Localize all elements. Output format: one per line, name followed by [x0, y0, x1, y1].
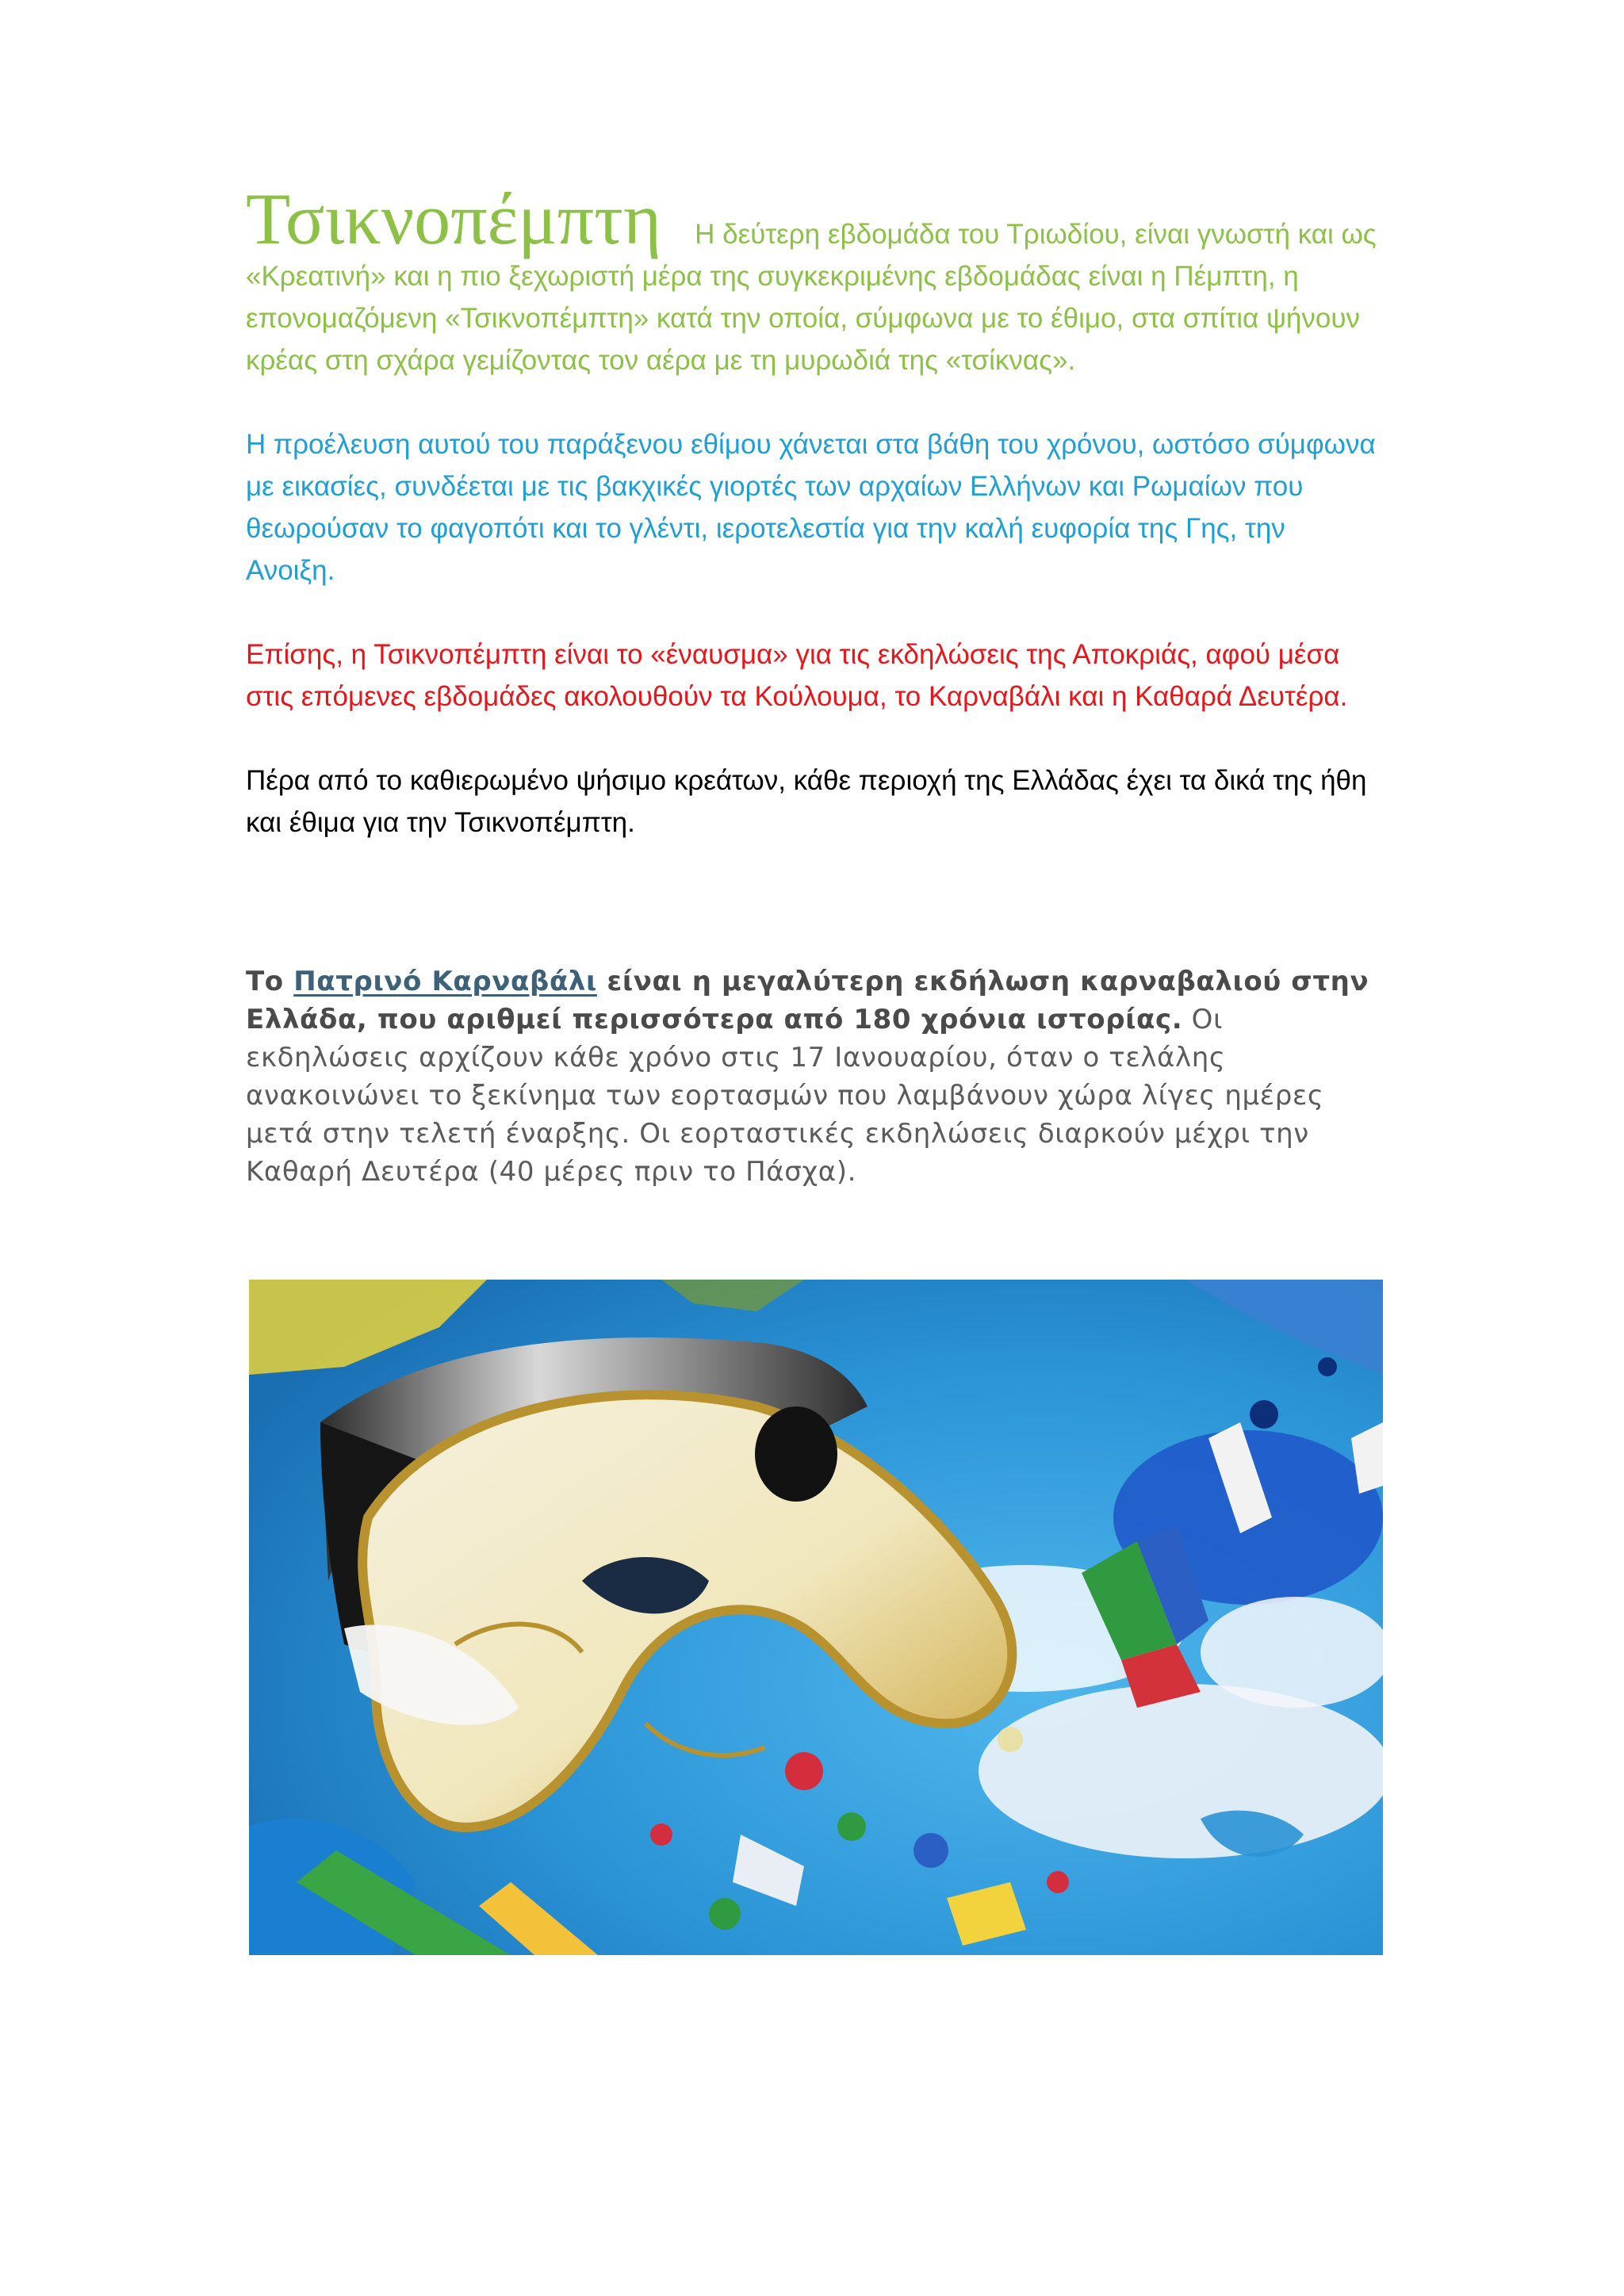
lead-text: Το	[246, 966, 294, 997]
origin-paragraph: Η προέλευση αυτού του παράξενου εθίμου χάνεται στα βάθη του χρόνου, ωστόσο σύμφωνα με εικασίες, συνδέεται με τις βακχικές γιορτές των αρχαίων Ελλήνων και Ρωμαίων που θεωρούσαν το φαγοπότι και το γλέντι, ιεροτελεστία για την καλή ευφορία της Γης, την Ανοιξη.	[246, 429, 1376, 586]
patras-carnival-paragraph	[246, 962, 1380, 1191]
document-title: Τσικνοπέμπτη	[246, 178, 662, 259]
body-text: Οι εκδηλώσεις αρχίζουν κάθε χρόνο στις 17 Ιανουαρίου, όταν ο τελάλης ανακοινώνει το ξεκίνημα των εορτασμών που λαμβάνουν χώρα λίγες ημέρες μετά στην τελετή έναρξης. Οι εορταστικές εκδηλώσεις διαρκούν μέχρι την Καθαρή Δευτέρα (40 μέρες πριν το Πάσχα).	[246, 1004, 1324, 1188]
intro-paragraph	[246, 178, 1380, 381]
carnival-mask-photo	[249, 1280, 1383, 1955]
customs-paragraph: Πέρα από το καθιερωμένο ψήσιμο κρεάτων, κάθε περιοχή της Ελλάδας έχει τα δικά της ήθη και έθιμα για την Τσικνοπέμπτη.	[246, 765, 1367, 838]
document-body	[246, 178, 1380, 1191]
carnival-start-paragraph: Επίσης, η Τσικνοπέμπτη είναι το «έναυσμα» για τις εκδηλώσεις της Αποκριάς, αφού μέσα στις επόμενες εβδομάδες ακολουθούν τα Κούλουμα, το Καρναβάλι και η Καθαρά Δευτέρα.	[246, 639, 1348, 712]
patras-carnival-link[interactable]: Πατρινό Καρναβάλι	[293, 966, 597, 997]
intro-text: Η δεύτερη εβδομάδα του Τριωδίου, είναι γνωστή και ως «Κρεατινή» και η πιο ξεχωριστή μέρα της συγκεκριμένης εβδομάδας είναι η Πέμπτη, η επονομαζόμενη «Τσικνοπέμπτη» κατά την οποία, σύμφωνα με το έθιμο, στα σπίτια ψήνουν κρέας στη σχάρα γεμίζοντας τον αέρα με τη μυρωδιά της «τσίκνας».	[246, 219, 1377, 376]
bold-text: είναι η μεγαλύτερη εκδήλωση καρναβαλιού στην Ελλάδα, που αριθμεί περισσότερα από 180 χρόνια ιστορίας.	[246, 966, 1369, 1035]
